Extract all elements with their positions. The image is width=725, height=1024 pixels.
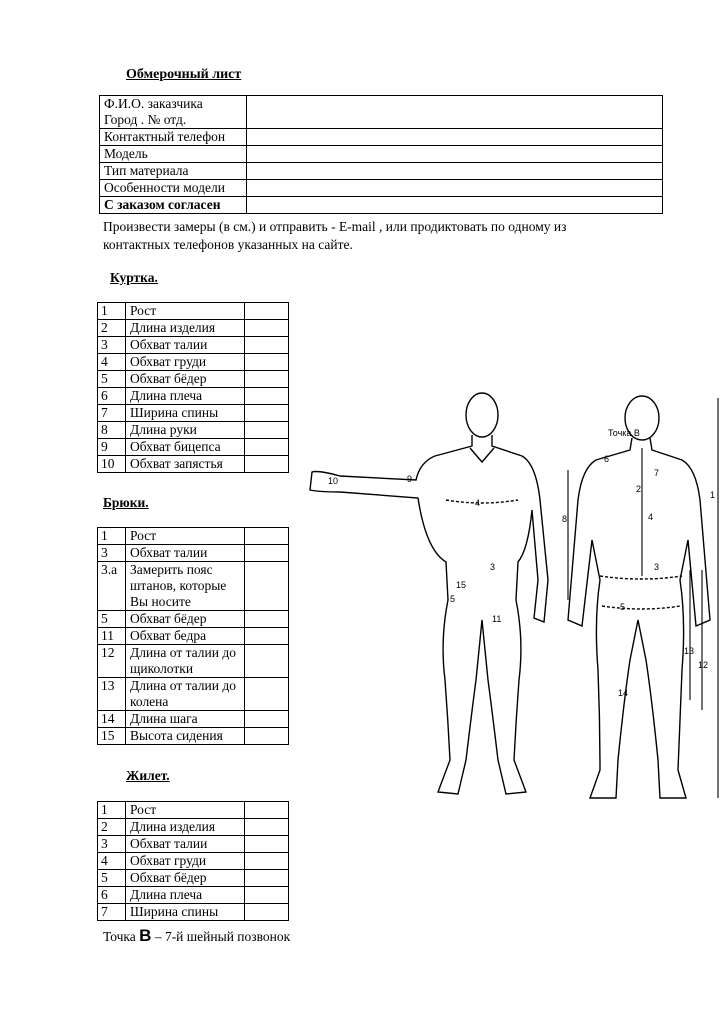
jacket-row bbox=[98, 320, 289, 337]
vest-row-number: 1 bbox=[98, 802, 126, 819]
order-label-phone: Контактный телефон bbox=[100, 129, 247, 146]
jacket-row-number: 10 bbox=[98, 456, 126, 473]
front-label-5: 5 bbox=[450, 594, 456, 604]
jacket-row-value[interactable] bbox=[245, 422, 289, 439]
order-value-features[interactable] bbox=[246, 180, 662, 197]
order-row-model bbox=[100, 146, 663, 163]
trousers-row-value[interactable] bbox=[245, 528, 289, 545]
trousers-row bbox=[98, 728, 289, 745]
vest-row-number: 7 bbox=[98, 904, 126, 921]
jacket-table bbox=[97, 302, 289, 473]
trousers-row-name: Высота сидения bbox=[126, 728, 245, 745]
trousers-row-value[interactable] bbox=[245, 545, 289, 562]
footer-prefix: Точка bbox=[103, 929, 140, 944]
jacket-row-value[interactable] bbox=[245, 320, 289, 337]
trousers-row-value[interactable] bbox=[245, 678, 289, 711]
trousers-row-name: Рост bbox=[126, 528, 245, 545]
trousers-row-number: 11 bbox=[98, 628, 126, 645]
jacket-row-name: Рост bbox=[126, 303, 245, 320]
trousers-row-name: Длина от талии до щиколотки bbox=[126, 645, 245, 678]
back-label-4: 4 bbox=[648, 512, 654, 522]
vest-row-value[interactable] bbox=[245, 887, 289, 904]
back-figure bbox=[568, 396, 710, 798]
trousers-row bbox=[98, 528, 289, 545]
order-info-table bbox=[99, 95, 663, 214]
trousers-row-name: Длина от талии до колена bbox=[126, 678, 245, 711]
vest-row bbox=[98, 802, 289, 819]
trousers-row-value[interactable] bbox=[245, 611, 289, 628]
trousers-row-value[interactable] bbox=[245, 628, 289, 645]
footer-suffix: – 7-й шейный позвонок bbox=[151, 929, 291, 944]
vest-row bbox=[98, 887, 289, 904]
order-label-name: Ф.И.О. заказчика bbox=[104, 96, 203, 111]
vest-row-value[interactable] bbox=[245, 819, 289, 836]
vest-row bbox=[98, 904, 289, 921]
jacket-row bbox=[98, 388, 289, 405]
trousers-row bbox=[98, 678, 289, 711]
jacket-row bbox=[98, 354, 289, 371]
front-label-11: 11 bbox=[492, 614, 502, 624]
front-label-15: 15 bbox=[456, 580, 467, 590]
vest-row-value[interactable] bbox=[245, 853, 289, 870]
instructions-line-1: Произвести замеры (в см.) и отправить - E-mail , или продиктовать по одному из bbox=[103, 219, 567, 234]
jacket-row-name: Длина руки bbox=[126, 422, 245, 439]
footer-letter: В bbox=[139, 926, 152, 945]
vest-row bbox=[98, 819, 289, 836]
vest-row bbox=[98, 870, 289, 887]
order-value-agree[interactable] bbox=[246, 197, 662, 214]
jacket-row-number: 5 bbox=[98, 371, 126, 388]
vest-row-number: 4 bbox=[98, 853, 126, 870]
jacket-row-name: Обхват талии bbox=[126, 337, 245, 354]
jacket-row bbox=[98, 422, 289, 439]
trousers-row bbox=[98, 611, 289, 628]
vest-row-value[interactable] bbox=[245, 904, 289, 921]
vest-row-name: Длина изделия bbox=[126, 819, 245, 836]
front-label-4: 4 bbox=[475, 498, 481, 508]
trousers-row-value[interactable] bbox=[245, 711, 289, 728]
back-label-3: 3 bbox=[654, 562, 660, 572]
trousers-row-number: 14 bbox=[98, 711, 126, 728]
trousers-row-name: Обхват бедра bbox=[126, 628, 245, 645]
trousers-row-value[interactable] bbox=[245, 645, 289, 678]
body-measurement-figure bbox=[300, 380, 725, 810]
page-title: Обмерочный лист bbox=[126, 67, 242, 82]
vest-row-number: 3 bbox=[98, 836, 126, 853]
instructions bbox=[103, 218, 566, 254]
jacket-row-value[interactable] bbox=[245, 371, 289, 388]
jacket-row bbox=[98, 371, 289, 388]
front-label-10: 10 bbox=[328, 476, 339, 486]
back-label-6: 6 bbox=[604, 454, 610, 464]
back-label-12: 12 bbox=[698, 660, 709, 670]
jacket-row bbox=[98, 439, 289, 456]
vest-row-number: 6 bbox=[98, 887, 126, 904]
jacket-row-name: Обхват бицепса bbox=[126, 439, 245, 456]
vest-row bbox=[98, 853, 289, 870]
trousers-row bbox=[98, 645, 289, 678]
order-label-agree: С заказом согласен bbox=[100, 197, 247, 214]
jacket-row-name: Длина плеча bbox=[126, 388, 245, 405]
jacket-row-value[interactable] bbox=[245, 405, 289, 422]
jacket-row-value[interactable] bbox=[245, 439, 289, 456]
trousers-row bbox=[98, 562, 289, 611]
order-label-model: Модель bbox=[100, 146, 247, 163]
jacket-row-number: 2 bbox=[98, 320, 126, 337]
jacket-row-name: Обхват запястья bbox=[126, 456, 245, 473]
point-b-label: Точка В bbox=[608, 428, 640, 438]
jacket-row-name: Длина изделия bbox=[126, 320, 245, 337]
vest-row-number: 2 bbox=[98, 819, 126, 836]
vest-row-name: Обхват груди bbox=[126, 853, 245, 870]
footer-note bbox=[103, 926, 290, 946]
jacket-row-value[interactable] bbox=[245, 354, 289, 371]
jacket-row-number: 6 bbox=[98, 388, 126, 405]
back-label-13: 13 bbox=[684, 646, 695, 656]
trousers-row-number: 12 bbox=[98, 645, 126, 678]
vest-row bbox=[98, 836, 289, 853]
order-row-agree bbox=[100, 197, 663, 214]
back-labels bbox=[562, 428, 715, 698]
jacket-row-number: 3 bbox=[98, 337, 126, 354]
back-label-1: 1 bbox=[710, 490, 716, 500]
trousers-heading: Брюки. bbox=[103, 495, 149, 510]
instructions-line-2: контактных телефонов указанных на сайте. bbox=[103, 237, 353, 252]
jacket-row-name: Ширина спины bbox=[126, 405, 245, 422]
vest-row-name: Ширина спины bbox=[126, 904, 245, 921]
front-labels bbox=[328, 474, 501, 624]
trousers-row-number: 13 bbox=[98, 678, 126, 711]
trousers-row-number: 1 bbox=[98, 528, 126, 545]
order-value-name-city[interactable] bbox=[246, 96, 662, 129]
jacket-row-number: 4 bbox=[98, 354, 126, 371]
jacket-row bbox=[98, 337, 289, 354]
jacket-row-name: Обхват бёдер bbox=[126, 371, 245, 388]
trousers-row-name: Длина шага bbox=[126, 711, 245, 728]
jacket-row-value[interactable] bbox=[245, 456, 289, 473]
jacket-row-value[interactable] bbox=[245, 388, 289, 405]
vest-row-name: Обхват талии bbox=[126, 836, 245, 853]
jacket-row-number: 1 bbox=[98, 303, 126, 320]
vest-row-name: Длина плеча bbox=[126, 887, 245, 904]
jacket-row-number: 9 bbox=[98, 439, 126, 456]
order-row-name-city bbox=[100, 96, 663, 129]
trousers-row-number: 3.а bbox=[98, 562, 126, 611]
vest-row-name: Обхват бёдер bbox=[126, 870, 245, 887]
trousers-row-value[interactable] bbox=[245, 728, 289, 745]
trousers-row bbox=[98, 711, 289, 728]
front-label-3: 3 bbox=[490, 562, 496, 572]
jacket-row-number: 8 bbox=[98, 422, 126, 439]
trousers-row bbox=[98, 545, 289, 562]
order-value-model[interactable] bbox=[246, 146, 662, 163]
jacket-row-value[interactable] bbox=[245, 337, 289, 354]
order-label-cell bbox=[100, 96, 247, 129]
trousers-row-name: Обхват талии bbox=[126, 545, 245, 562]
back-label-8: 8 bbox=[562, 514, 568, 524]
order-row-material bbox=[100, 163, 663, 180]
trousers-row-number: 3 bbox=[98, 545, 126, 562]
vest-heading: Жилет. bbox=[126, 768, 170, 783]
jacket-row bbox=[98, 303, 289, 320]
back-measure-lines bbox=[568, 398, 718, 798]
trousers-row-name: Обхват бёдер bbox=[126, 611, 245, 628]
back-label-7: 7 bbox=[654, 468, 660, 478]
vest-row-number: 5 bbox=[98, 870, 126, 887]
order-row-phone bbox=[100, 129, 663, 146]
trousers-row bbox=[98, 628, 289, 645]
order-label-material: Тип материала bbox=[100, 163, 247, 180]
vest-row-value[interactable] bbox=[245, 802, 289, 819]
front-label-9: 9 bbox=[407, 474, 413, 484]
order-value-phone[interactable] bbox=[246, 129, 662, 146]
back-label-5: 5 bbox=[620, 602, 626, 612]
jacket-heading: Куртка. bbox=[110, 270, 158, 285]
order-label-features: Особенности модели bbox=[100, 180, 247, 197]
back-label-14: 14 bbox=[618, 688, 629, 698]
front-figure bbox=[310, 393, 548, 794]
vest-row-value[interactable] bbox=[245, 836, 289, 853]
jacket-row bbox=[98, 405, 289, 422]
jacket-row-number: 7 bbox=[98, 405, 126, 422]
jacket-row bbox=[98, 456, 289, 473]
jacket-row-name: Обхват груди bbox=[126, 354, 245, 371]
back-label-2: 2 bbox=[636, 484, 642, 494]
order-label-city: Город . № отд. bbox=[104, 112, 187, 127]
order-row-features bbox=[100, 180, 663, 197]
jacket-row-value[interactable] bbox=[245, 303, 289, 320]
trousers-row-value[interactable] bbox=[245, 562, 289, 611]
vest-row-value[interactable] bbox=[245, 870, 289, 887]
vest-row-name: Рост bbox=[126, 802, 245, 819]
trousers-row-name: Замерить пояс штанов, которые Вы носите bbox=[126, 562, 245, 611]
vest-table bbox=[97, 801, 289, 921]
trousers-table bbox=[97, 527, 289, 745]
trousers-row-number: 5 bbox=[98, 611, 126, 628]
order-value-material[interactable] bbox=[246, 163, 662, 180]
trousers-row-number: 15 bbox=[98, 728, 126, 745]
